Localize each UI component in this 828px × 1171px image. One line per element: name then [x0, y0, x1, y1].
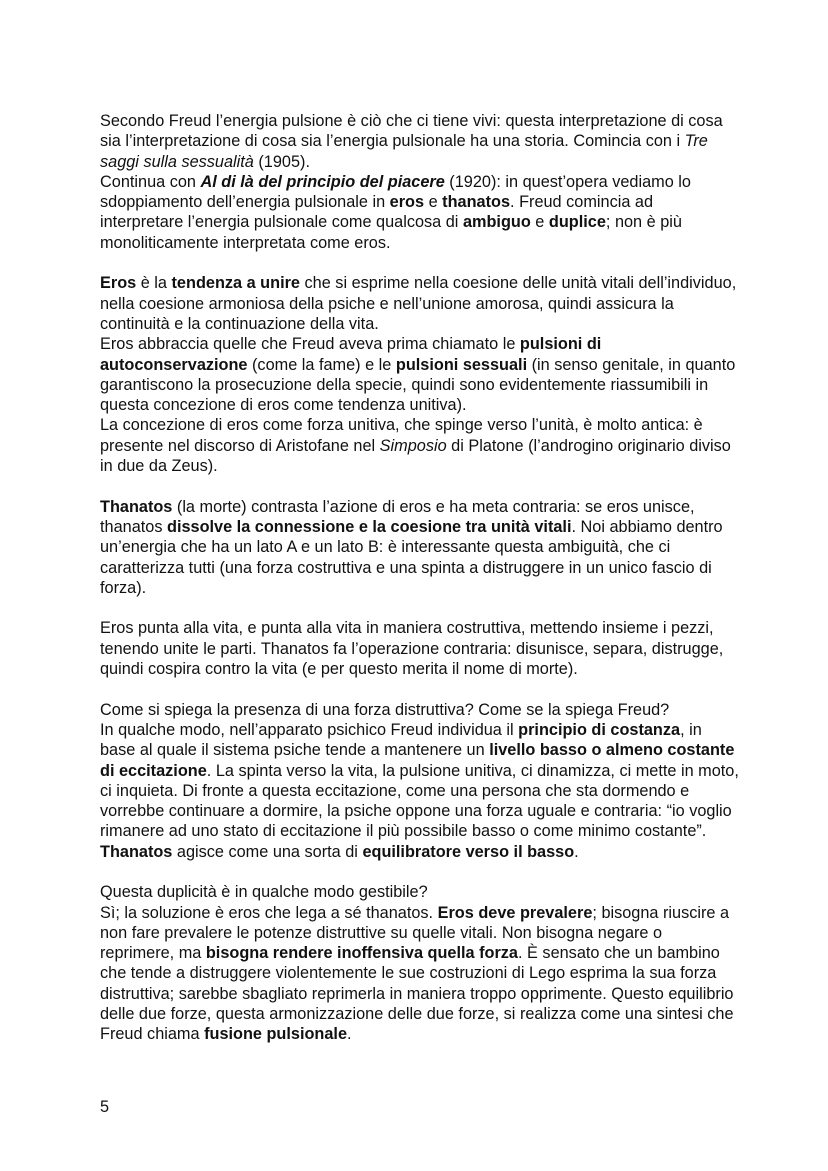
- bold-text: duplice: [548, 213, 606, 232]
- text-run: ; bisogna riuscire a non fare prevalere le potenze distruttive su quelle vitali. Non bisogna negare o reprimere, ma: [100, 903, 730, 963]
- bold-text: equilibratore verso il basso: [362, 842, 575, 861]
- text-run: (la morte) contrasta l’azione di eros e ha meta contraria: se eros unisce, thanatos: [100, 497, 695, 536]
- text-run: e: [530, 213, 549, 232]
- bold-text: ambiguo: [462, 213, 531, 232]
- text-run: (come la fame) e le: [247, 355, 396, 374]
- text-run: Eros punta alla vita, e punta alla vita in maniera costruttiva, mettendo insieme i pezzi, tenendo unite le parti. Thanatos fa l’operazione contraria: disunisce, separa, distrugge, quindi cospira contro la vita (e per questo merita il nome di morte).: [100, 619, 724, 679]
- text-run: .: [347, 1025, 352, 1044]
- bold-text: Eros: [100, 274, 137, 293]
- text-run: e: [424, 193, 443, 212]
- text-run: ; non è più monoliticamente interpretata come eros.: [100, 213, 682, 252]
- text-run: . La spinta verso la vita, la pulsione unitiva, ci dinamizza, ci mette in moto, ci inquieta. Di fronte a questa eccitazione, come una persona che sta dormendo e vorrebbe continuare a dormire, la psiche oppone una forza uguale e contraria: “io voglio rimanere ad uno stato di eccitazione il più possibile basso o come minimo costante”.: [100, 761, 739, 841]
- text-run: Sì; la soluzione è eros che lega a sé thanatos.: [100, 903, 438, 922]
- paragraph: [100, 497, 740, 598]
- text-run: agisce come una sorta di: [172, 842, 363, 861]
- bold-text: eros: [389, 193, 425, 212]
- text-run: che si esprime nella coesione delle unità vitali dell’individuo, nella coesione armoniosa della psiche e nell’unione amorosa, quindi assicura la continuità e la continuazione della vita.: [100, 274, 737, 333]
- bold-text: Thanatos: [100, 842, 173, 861]
- text-run: Eros abbraccia quelle che Freud aveva prima chiamato le: [100, 335, 520, 354]
- text-run: Come si spiega la presenza di una forza distruttiva? Come se la spiega Freud?: [100, 700, 670, 719]
- bold-text: bisogna rendere inoffensiva quella forza: [205, 944, 518, 963]
- paragraph: [100, 415, 740, 476]
- text-run: (1905).: [253, 152, 310, 171]
- bold-text: principio di costanza: [518, 720, 681, 739]
- text-run: è la: [136, 274, 172, 293]
- text-run: In qualche modo, nell’apparato psichico Freud individua il: [100, 720, 519, 739]
- text-run: .: [574, 842, 579, 861]
- paragraph: [100, 334, 740, 415]
- paragraph: [100, 882, 740, 902]
- paragraph: [100, 618, 740, 679]
- page-number: 5: [100, 1098, 110, 1116]
- paragraph: [100, 111, 740, 172]
- italic-text: Simposio: [379, 436, 447, 455]
- text-run: , in base al quale il sistema psiche tende a mantenere un: [100, 720, 702, 760]
- text-run: . Noi abbiamo dentro un’energia che ha un lato A e un lato B: è interessante questa ambiguità, che ci caratterizza tutti (una forza costruttiva e una spinta a distruggere in un unico fascio di forza).: [100, 517, 723, 597]
- paragraph: [100, 273, 740, 334]
- body-text: [100, 111, 740, 1045]
- paragraph: [100, 700, 740, 720]
- text-run: . Freud comincia ad interpretare l’energia pulsionale come qualcosa di: [100, 193, 654, 232]
- bold-text: dissolve la connessione e la coesione tra unità vitali: [167, 517, 572, 536]
- bold-text: Eros deve prevalere: [437, 903, 593, 922]
- paragraph: [100, 720, 740, 862]
- paragraph: [100, 903, 740, 1045]
- bold-text: Thanatos: [100, 497, 173, 516]
- text-run: La concezione di eros come forza unitiva, che spinge verso l’unità, è molto antica: è presente nel discorso di Aristofane nel: [100, 416, 703, 455]
- text-run: . È sensato che un bambino che tende a distruggere violentemente le sue costruzioni di Lego esprima la sua forza distruttiva; sarebbe sbagliato reprimerla in maniera troppo opprimente. Questo equilibrio delle due forze, questa armonizzazione delle due forze, si realizza come una sintesi che Freud chiama: [100, 944, 734, 1044]
- text-run: (in senso genitale, in quanto garantiscono la prosecuzione della specie, quindi sono evidentemente riassumibili in questa concezione di eros come tendenza unitiva).: [100, 355, 736, 415]
- text-run: Questa duplicità è in qualche modo gestibile?: [100, 883, 428, 902]
- italic-text: Tre saggi sulla sessualità: [100, 132, 708, 171]
- bold-text: thanatos: [442, 193, 511, 212]
- bold-text: pulsioni di autoconservazione: [100, 335, 602, 374]
- bold-text: Al di là del principio del piacere: [200, 172, 445, 191]
- text-run: (1920): in quest’opera vediamo lo sdoppiamento dell’energia pulsionale in: [100, 172, 691, 212]
- bold-text: livello basso o almeno costante di eccitazione: [100, 741, 735, 780]
- text-run: Secondo Freud l’energia pulsione è ciò che ci tiene vivi: questa interpretazione di cosa sia l’interpretazione di cosa sia l’energia pulsionale ha una storia. Comincia con i: [100, 112, 723, 151]
- text-run: di Platone (l’androgino originario diviso in due da Zeus).: [100, 436, 731, 476]
- bold-text: pulsioni sessuali: [395, 355, 528, 374]
- text-run: Continua con: [100, 172, 201, 191]
- bold-text: fusione pulsionale: [204, 1025, 348, 1044]
- paragraph: [100, 172, 740, 253]
- bold-text: tendenza a unire: [171, 274, 300, 293]
